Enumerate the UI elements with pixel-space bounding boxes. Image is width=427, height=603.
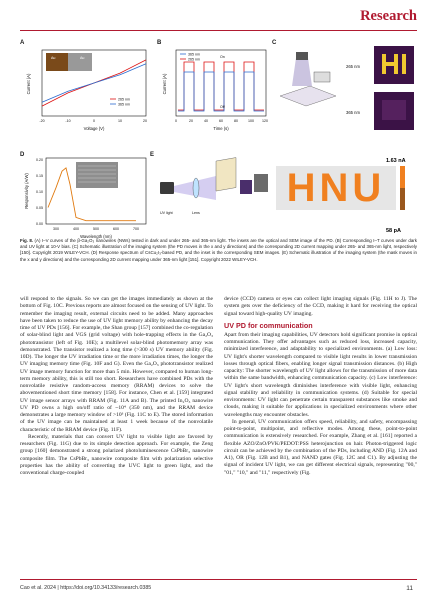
panel-c-schematic [274, 44, 417, 140]
d-xlabel: Wavelength (nm) [80, 234, 112, 239]
b-xtick-3: 60 [219, 119, 223, 123]
caption-label: Fig. 8. [20, 238, 34, 243]
right-column [224, 296, 417, 477]
b-ylabel: Current (A) [162, 73, 167, 95]
c-label-365: 365 nm [346, 110, 360, 115]
figure-caption [20, 238, 417, 263]
d-ytick-1: 0.15 [36, 174, 43, 178]
a-xtick-2: 0 [93, 119, 95, 123]
panel-a-chart [24, 44, 152, 134]
b-on-label: On [220, 55, 225, 59]
footer-rule [20, 579, 417, 580]
right-paragraph-1: device (CCD) camera or eyes can collect light imaging signals (Fig. 11H to J). The system gets over the deficiency of the CCD, making it hard for receiving the optical signal toward high-quality UV imaging. [224, 296, 417, 317]
a-ylabel: Current (A) [26, 73, 31, 95]
d-ytick-4: 0.00 [36, 222, 43, 226]
inset-au-1: Au [51, 56, 56, 60]
d-xtick-0: 300 [53, 227, 59, 231]
caption-text: (A) I–V curves of the β-Ga₂O₃ nanowires (NWs) tested in dark and under 265- and 365-nm light. The insets are the optical and SEM image of the PD. (B) Corresponding I–T curves under dark and UV light at 10-V bias. (C) Schematic illustration of the imaging system (the PD moves in the x and y directions) and the corresponding 2D current mapping under 265- and 365-nm light, respectively [150]. Copyright 2019 WILEY-VCH. (D) Response spectrum of CsCu₂I₃-based PD, and the inset is the corresponding SEM images. (E) Schematic illustration of the imaging system (the mask moves in the x and y directions) and the corresponding 2D current mapping under 365-nm light [151]. Copyright 2022 WILEY-VCH. [20, 238, 418, 262]
panel-letter-d: D [20, 152, 25, 158]
panel-letter-b: B [157, 40, 162, 46]
e-top-value: 1.63 nA [386, 158, 406, 164]
d-ytick-2: 0.10 [36, 190, 43, 194]
b-xtick-4: 80 [234, 119, 238, 123]
panel-letter-e: E [150, 152, 155, 158]
inset-au-2: Au [80, 56, 85, 60]
a-xtick-1: -10 [65, 119, 71, 123]
section-paragraph-2: In general, UV communication offers speed, reliability, and safety, encompassing point-to-point, multipoint, and reflective modes. Among these, point-to-point communication is extensively researched. For example, Zhang et al. [161] reported a flexible AZO/ZnO/PVK/PEDOT:PSS heterojunction on hair. Photon-triggered logic circuit can be achieved by the combination of the PDs, including AND (Fig. 12A and A1), OR (Fig. 12B and B1), and NAND gates (Fig. 12C and C1). By adjusting the signal of incident UV light, we can get different electrical signals, representing "00," "01," "10," and "11," respectively (Fig. [224, 418, 417, 476]
b-xtick-6: 120 [262, 119, 268, 123]
d-ytick-0: 0.20 [36, 158, 43, 162]
legend-a-265: 265 nm [118, 97, 130, 102]
left-column [20, 296, 213, 477]
e-lens: Lens [192, 211, 200, 215]
a-xtick-3: 10 [118, 119, 122, 123]
e-hnu-letters: HNU [286, 166, 386, 210]
section-title: UV PD for communication [224, 320, 313, 330]
left-paragraph-2: Recently, materials that can convert UV light to visible light are favored by researchers (Fig. 11G) due to its simple detection approach. For example, the Zeng group [160] demonstrated a strong polarized photoluminescence CsPbBr₃ nanowire composite film. The CsPbBr₃ nanowire composite film with polarization selective properties has the ability of converting the UVC light to green light, and the conventional charge-coupled [20, 433, 213, 476]
b-xtick-5: 100 [248, 119, 254, 123]
d-ytick-3: 0.05 [36, 206, 43, 210]
b-xtick-1: 20 [189, 119, 193, 123]
b-xtick-0: 0 [175, 119, 177, 123]
panel-b-chart [160, 44, 270, 134]
b-xlabel: Time (s) [213, 126, 229, 131]
panel-letter-c: C [272, 40, 277, 46]
b-xtick-2: 40 [204, 119, 208, 123]
legend-a-365: 365 nm [118, 102, 130, 107]
d-xtick-2: 500 [93, 227, 99, 231]
panel-letter-a: A [20, 40, 25, 46]
left-paragraph-1: will respond to the signals. So we can get the images immediately as shown at the bottom of Fig. 10C. Previous reports are almost focused on the sensing of UV light. To remember the imaging result, external circuits need to be added. Many approaches have been taken to reduce the use of UV light memory ability by enhancing the decay time of UV PDs [156]. For example, the Shan group [157] combined the co-regulation of solar-blind light and VGS (grid voltage) with hole-trapping effects in the Ga₂O₃ phototransistor (left of Fig. 10E); a multilevel solar-blind photomemory array was demonstrated. The transistor realized a long time (>300 s) UV memory ability (Fig. 10D). The longer the UV irradiation time or the more irradiation times, the longer the UV imaging memory time (Fig. 10F and G). Even the Ga₂O₃ phototransistor realized UV image memory function for more than 5 min. However, compared to human long-term memory ability, this is still too short. Researchers have combined PDs with the nonvolatile resistive random-access memory (RRAM) devices to solve the abovementioned short time memory [158]. For instance, Chen et al. [159] integrated UV image sensor arrays with RRAM (Fig. 11A and B). The printed In₂O₃ nanowire UV PD owns a high on/off ratio of ~10⁴ (350 nm), and the RRAM device demonstrates a large memory window of >10³ (Fig. 11C to E). The stored information of the UV image can be maintained at least 1 week because of the nonvolatile characteristic of the RRAM device (Fig. 11F). [20, 296, 213, 433]
e-uv-light: UV light [160, 211, 173, 215]
c-label-265: 265 nm [346, 64, 360, 69]
panel-d-chart [24, 152, 155, 244]
header-rule [20, 30, 417, 31]
e-bottom-value: 58 pA [386, 228, 401, 234]
panel-e-schematic [154, 154, 417, 240]
footer-citation: Cao et al. 2024 | https://doi.org/10.34133/research.0385 [20, 585, 152, 591]
section-paragraph-1: Apart from their imaging capabilities, UV detectors hold significant promise in optical communication. They offer advantages such as reduced loss, increased capacity, minimized interference, and adaptability to specialized environments. (a) Low loss: UV light's shorter wavelength compared to visible light results in lower transmission losses through optical fibers, enabling longer signal transmission distances. (b) High capacity: The shorter wavelength of UV light allows for the transmission of more data within the same bandwidth, enhancing communication capacity. (c) Low interference: UV light's short wavelength diminishes interference with visible light, enhancing signal stability and reliability in communication systems. (d) Suitable for special environments: UV light can penetrate certain transparent substances like smoke and clouds, making it suitable for applications in specialized environments where other wavelengths may encounter obstacles. [224, 331, 417, 418]
a-xlabel: Voltage (V) [83, 126, 105, 131]
d-ylabel: Responsivity (A/W) [24, 173, 29, 209]
d-xtick-3: 600 [113, 227, 119, 231]
a-xtick-0: -20 [39, 119, 45, 123]
page-number: 11 [406, 585, 413, 592]
legend-b-365: 365 nm [188, 52, 200, 57]
journal-name: Research [360, 8, 417, 24]
a-xtick-4: 20 [143, 119, 147, 123]
d-xtick-1: 400 [73, 227, 79, 231]
b-off-label: Off [220, 105, 225, 109]
legend-b-265: 265 nm [188, 57, 200, 62]
d-xtick-4: 700 [133, 227, 139, 231]
